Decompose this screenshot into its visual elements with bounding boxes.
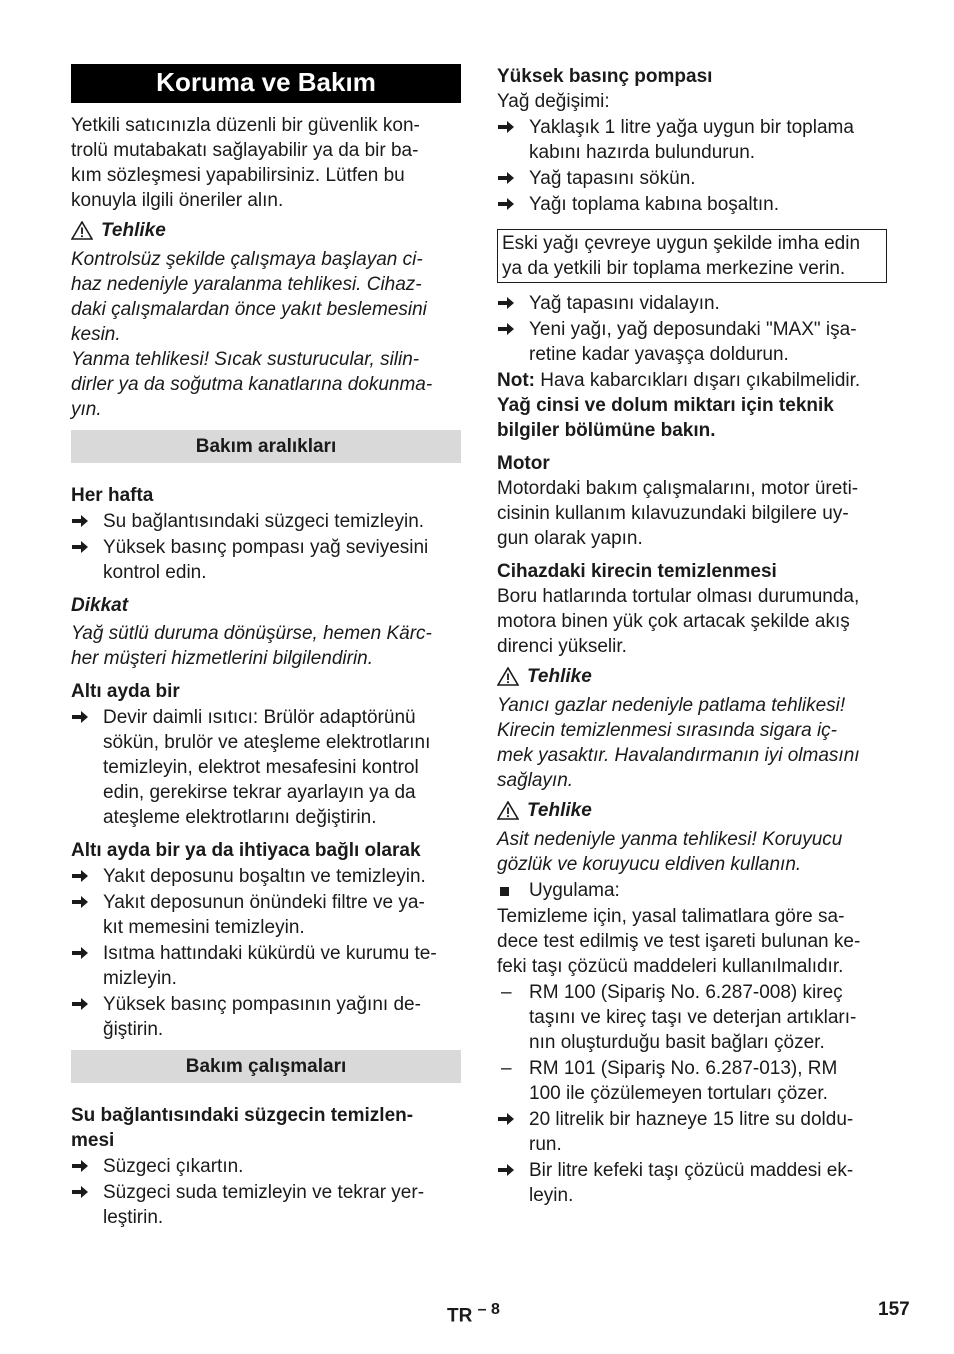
text-line: dirler ya da soğutma kanatlarına dokunma- (71, 374, 433, 395)
text-line: Yağ sütlü duruma dönüşürse, hemen Kärc- (71, 623, 432, 644)
list-item-text: Su bağlantısındaki süzgeci temizleyin. (103, 511, 425, 532)
arrow-bullet-icon (497, 115, 529, 165)
list-item (497, 1056, 887, 1106)
warning-triangle-icon (71, 221, 93, 240)
list-item-text: Bir litre kefeki taşı çözücü maddesi ek- leyin. (529, 1160, 854, 1206)
text-line: Asit nedeniyle yanma tehlikesi! Koruyucu (497, 829, 843, 850)
text-line: motora binen yük çok artacak şekilde akış (497, 611, 850, 632)
warning-triangle-icon (497, 667, 519, 686)
filter-cleaning-heading (71, 1103, 461, 1153)
half-yearly-or-needed-list (71, 864, 461, 1042)
danger-heading-3: Tehlike (497, 798, 887, 823)
danger-text-3 (497, 827, 887, 877)
text-line: mesi (71, 1130, 115, 1151)
list-item-text: Yüksek basınç pompasının yağını de- ğiştirin. (103, 994, 421, 1040)
list-item-text: RM 101 (Sipariş No. 6.287-013), RM 100 ile çözülemeyen tortuları çözer. (529, 1058, 838, 1104)
list-item (497, 166, 887, 191)
motor-heading: Motor (497, 453, 550, 474)
text-line: Boru hatlarında tortular olması durumunda, (497, 586, 860, 607)
list-item (497, 1107, 887, 1157)
text-line: haz nedeniyle yaralanma tehlikesi. Cihaz- (71, 274, 422, 295)
section-bar-maintenance-intervals: Bakım aralıkları (71, 430, 461, 463)
list-item-text: Devir daimli ısıtıcı: Brülör adaptörünü sökün, brulör ve ateşleme elektrotlarını temizleyin, elektrot mesafesini kontrol edin, gerekirse tekrar ayarlayın ya da ateşleme elektrotlarını değiştirin. (103, 707, 431, 828)
list-item-text: Yağı toplama kabına boşaltın. (529, 194, 779, 215)
arrow-bullet-icon (71, 705, 103, 830)
application-text (497, 904, 887, 979)
text-line: mek yasaktır. Havalandırmanın iyi olmasını (497, 745, 860, 766)
text-line: gun olarak yapın. (497, 528, 643, 549)
motor-text (497, 476, 887, 551)
note-line: Not: Hava kabarcıkları dışarı çıkabilmelidir. (497, 370, 861, 391)
arrow-bullet-icon (71, 509, 103, 534)
text-line: gözlük ve koruyucu eldiven kullanın. (497, 854, 802, 875)
text-line: Su bağlantısındaki süzgecin temizlen- (71, 1105, 414, 1126)
text-line: konuyla ilgili öneriler alın. (71, 190, 284, 211)
list-item-text: Yakıt deposunun önündeki filtre ve ya- kıt memesini temizleyin. (103, 892, 425, 938)
text-line: trolü mutabakatı sağlayabilir ya da bir ba- (71, 140, 419, 161)
arrow-bullet-icon (497, 1158, 529, 1208)
text-line: Temizleme için, yasal talimatlara göre sa- (497, 906, 845, 927)
dash-bullet-icon: – (501, 1058, 512, 1079)
list-item (497, 317, 887, 367)
arrow-bullet-icon (71, 941, 103, 991)
arrow-bullet-icon (71, 1180, 103, 1230)
list-item (497, 192, 887, 217)
half-yearly-list (71, 705, 461, 830)
danger-heading: Tehlike (71, 218, 461, 243)
danger-text (71, 247, 461, 422)
list-item (71, 864, 461, 889)
list-item-text: Isıtma hattındaki kükürdü ve kurumu te- mizleyin. (103, 943, 437, 989)
list-item (71, 705, 461, 830)
list-item-text: Süzgeci çıkartın. (103, 1156, 244, 1177)
left-column (71, 64, 461, 1231)
text-line: bilgiler bölümüne bakın. (497, 420, 716, 441)
arrow-bullet-icon (71, 535, 103, 585)
arrow-bullet-icon (497, 1107, 529, 1157)
oil-change-list-1 (497, 115, 887, 217)
descaling-steps-list (497, 1107, 887, 1208)
descaling-text (497, 584, 887, 659)
text-line: Yanıcı gazlar nedeniyle patlama tehlikesi! (497, 695, 846, 716)
square-bullet-icon (497, 878, 529, 903)
page-title: Koruma ve Bakım (71, 64, 461, 103)
arrow-bullet-icon (497, 166, 529, 191)
arrow-bullet-icon (71, 1154, 103, 1179)
filter-cleaning-list (71, 1154, 461, 1230)
arrow-bullet-icon (497, 192, 529, 217)
text-line: cisinin kullanım kılavuzundaki bilgilere uy- (497, 503, 849, 524)
list-item (497, 980, 887, 1055)
list-item-text: Yeni yağı, yağ deposundaki "MAX" işa- retine kadar yavaşça doldurun. (529, 319, 857, 365)
arrow-bullet-icon (71, 890, 103, 940)
danger-heading-2: Tehlike (497, 664, 887, 689)
list-item (71, 992, 461, 1042)
weekly-heading: Her hafta (71, 485, 154, 506)
text-line: Kirecin temizlenmesi sırasında sigara iç- (497, 720, 838, 741)
text-line: dece test edilmiş ve test işareti bulunan ke- (497, 931, 861, 952)
list-item-text: RM 100 (Sipariş No. 6.287-008) kireç taşını ve kireç taşı ve deterjan artıkları- nın oluşturduğu basit bağları çözer. (529, 982, 857, 1053)
caution-heading: Dikkat (71, 595, 129, 616)
text-line: Yağ cinsi ve dolum miktarı için teknik (497, 395, 834, 416)
right-column (497, 64, 887, 1209)
footer-language: TR $^{- 8}$ (447, 1301, 500, 1327)
oil-spec-reference (497, 393, 887, 443)
half-yearly-heading: Altı ayda bir (71, 681, 180, 702)
arrow-bullet-icon (497, 317, 529, 367)
section-bar-maintenance-work: Bakım çalışmaları (71, 1050, 461, 1083)
text-line: direnci yükselir. (497, 636, 627, 657)
descaling-heading: Cihazdaki kirecin temizlenmesi (497, 561, 777, 582)
disposal-note-box (497, 229, 887, 283)
list-item (71, 1180, 461, 1230)
arrow-bullet-icon (71, 992, 103, 1042)
text-line: kesin. (71, 324, 121, 345)
list-item (71, 535, 461, 585)
list-item (71, 890, 461, 940)
warning-triangle-icon (497, 801, 519, 820)
text-line: sağlayın. (497, 770, 574, 791)
text-line: her müşteri hizmetlerini bilgilendirin. (71, 648, 374, 669)
descaler-list (497, 980, 887, 1106)
text-line: Kontrolsüz şekilde çalışmaya başlayan ci- (71, 249, 423, 270)
text-line: Yanma tehlikesi! Sıcak susturucular, silin- (71, 349, 420, 370)
list-item (497, 291, 887, 316)
text-line: yın. (71, 399, 102, 420)
danger-text-2 (497, 693, 887, 793)
weekly-list (71, 509, 461, 585)
text-line: daki çalışmalardan önce yakıt beslemesini (71, 299, 427, 320)
arrow-bullet-icon (71, 864, 103, 889)
half-yearly-or-needed-heading: Altı ayda bir ya da ihtiyaca bağlı olarak (71, 840, 421, 861)
list-item-text: 20 litrelik bir hazneye 15 litre su doldu- run. (529, 1109, 854, 1155)
caution-text (71, 621, 461, 671)
list-item-text: Yağ tapasını vidalayın. (529, 293, 720, 314)
list-item-text: Yaklaşık 1 litre yağa uygun bir toplama kabını hazırda bulundurun. (529, 117, 854, 163)
oil-change-list-2 (497, 291, 887, 367)
oil-change-label: Yağ değişimi: (497, 91, 610, 112)
text-line: feki taşı çözücü maddeleri kullanılmalıdır. (497, 956, 844, 977)
list-item-text: Süzgeci suda temizleyin ve tekrar yer- leştirin. (103, 1182, 425, 1228)
arrow-bullet-icon (497, 291, 529, 316)
list-item (497, 115, 887, 165)
list-item-text: Yakıt deposunu boşaltın ve temizleyin. (103, 866, 426, 887)
list-item (71, 1154, 461, 1179)
list-item (71, 509, 461, 534)
text-line: Motordaki bakım çalışmalarını, motor üreti- (497, 478, 859, 499)
application-item: Uygulama: (497, 878, 887, 903)
page-number: 157 (878, 1299, 910, 1320)
text-line: Yetkili satıcınızla düzenli bir güvenlik kon- (71, 115, 420, 136)
intro-paragraph (71, 113, 461, 213)
dash-bullet-icon: – (501, 982, 512, 1003)
list-item (71, 941, 461, 991)
list-item-text: Yüksek basınç pompası yağ seviyesini kontrol edin. (103, 537, 429, 583)
pump-heading: Yüksek basınç pompası (497, 66, 713, 87)
list-item-text: Yağ tapasını sökün. (529, 168, 696, 189)
text-line: Eski yağı çevreye uygun şekilde imha edin (502, 233, 861, 254)
text-line: kım sözleşmesi yapabilirsiniz. Lütfen bu (71, 165, 405, 186)
text-line: ya da yetkili bir toplama merkezine verin. (502, 258, 846, 279)
list-item (497, 1158, 887, 1208)
